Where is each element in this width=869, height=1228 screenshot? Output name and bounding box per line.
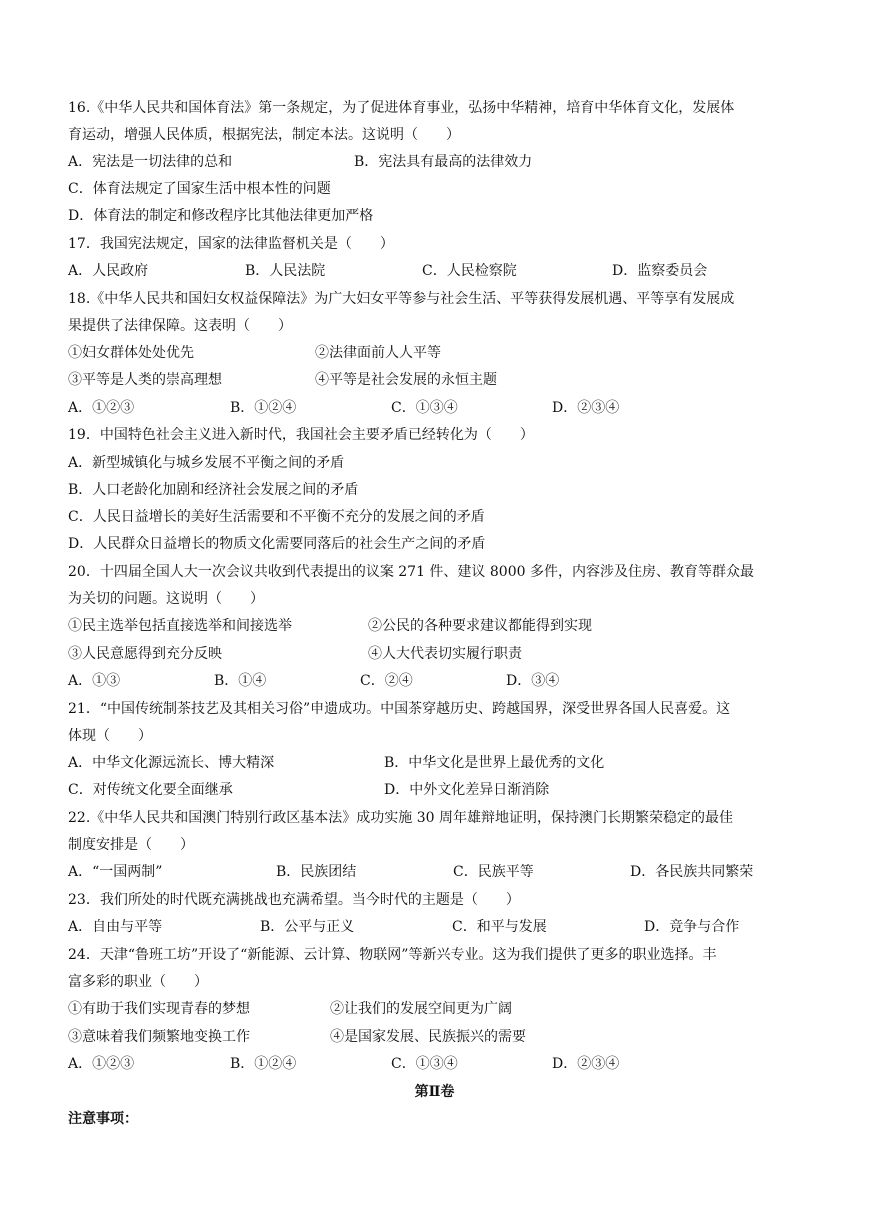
q21-option-d: D．中外文化差异日渐消除 xyxy=(384,782,550,798)
q18-item-1: ①妇女群体处处优先 xyxy=(68,345,194,361)
q16-option-b: B．宪法具有最高的法律效力 xyxy=(354,154,533,170)
q16-stem-line2: 育运动，增强人民体质，根据宪法，制定本法。这说明（ ） xyxy=(68,127,460,143)
q23-stem-line1: 23．我们所处的时代既充满挑战也充满希望。当今时代的主题是（ ） xyxy=(68,892,520,908)
q20-stem-line2: 为关切的问题。这说明（ ） xyxy=(68,591,264,607)
q19-option-a: A．新型城镇化与城乡发展不平衡之间的矛盾 xyxy=(68,455,345,471)
q18-option-c: C．①③④ xyxy=(391,400,458,416)
q21-stem-line1: 21．“中国传统制茶技艺及其相关习俗”申遗成功。中国茶穿越历史、跨越国界，深受世界各国人民喜爱。这 xyxy=(68,701,731,717)
q20-option-c: C．②④ xyxy=(360,673,413,689)
q20-option-d: D．③④ xyxy=(506,673,560,689)
q18-stem-line1: 18.《中华人民共和国妇女权益保障法》为广大妇女平等参与社会生活、平等获得发展机遇、平等享有发展成 xyxy=(68,291,735,307)
q22-option-a: A．“一国两制” xyxy=(68,864,163,880)
q23-option-a: A．自由与平等 xyxy=(68,919,163,935)
q24-option-b: B．①②④ xyxy=(230,1056,297,1072)
q24-stem-line2: 富多彩的职业（ ） xyxy=(68,974,208,990)
q20-item-3: ③人民意愿得到充分反映 xyxy=(68,646,222,662)
q19-option-b: B．人口老龄化加剧和经济社会发展之间的矛盾 xyxy=(68,482,359,498)
q16-option-d: D．体育法的制定和修改程序比其他法律更加严格 xyxy=(68,208,374,224)
q18-item-3: ③平等是人类的崇高理想 xyxy=(68,372,222,388)
q21-stem-line2: 体现（ ） xyxy=(68,728,152,744)
q23-option-d: D．竞争与合作 xyxy=(644,919,740,935)
q20-item-2: ②公民的各种要求建议都能得到实现 xyxy=(368,618,592,634)
q17-option-a: A．人民政府 xyxy=(68,263,149,279)
q18-option-d: D．②③④ xyxy=(552,400,620,416)
q19-option-d: D．人民群众日益增长的物质文化需要同落后的社会生产之间的矛盾 xyxy=(68,536,486,552)
q22-option-b: B．民族团结 xyxy=(276,864,357,880)
q24-item-2: ②让我们的发展空间更为广阔 xyxy=(330,1001,512,1017)
q18-option-b: B．①②④ xyxy=(230,400,297,416)
section-title: 第Ⅱ卷 xyxy=(414,1084,455,1100)
q24-item-4: ④是国家发展、民族振兴的需要 xyxy=(330,1029,526,1045)
notice-label: 注意事项： xyxy=(68,1111,138,1127)
q17-option-b: B．人民法院 xyxy=(245,263,326,279)
q24-item-3: ③意味着我们频繁地变换工作 xyxy=(68,1029,250,1045)
q20-option-b: B．①④ xyxy=(214,673,267,689)
q20-item-4: ④人大代表切实履行职责 xyxy=(368,646,522,662)
q19-option-c: C．人民日益增长的美好生活需要和不平衡不充分的发展之间的矛盾 xyxy=(68,509,485,525)
q18-item-2: ②法律面前人人平等 xyxy=(315,345,441,361)
q19-stem-line1: 19．中国特色社会主义进入新时代，我国社会主要矛盾已经转化为（ ） xyxy=(68,427,534,443)
q16-option-c: C．体育法规定了国家生活中根本性的问题 xyxy=(68,181,331,197)
q24-stem-line1: 24．天津“鲁班工坊”开设了“新能源、云计算、物联网”等新兴专业。这为我们提供了更多的职业选择。丰 xyxy=(68,947,717,963)
q16-option-a: A．宪法是一切法律的总和 xyxy=(68,154,233,170)
q21-option-a: A．中华文化源远流长、博大精深 xyxy=(68,755,275,771)
q18-stem-line2: 果提供了法律保障。这表明（ ） xyxy=(68,318,292,334)
q18-option-a: A．①②③ xyxy=(68,400,135,416)
q16-stem-line1: 16.《中华人民共和国体育法》第一条规定，为了促进体育事业，弘扬中华精神，培育中华体育文化，发展体 xyxy=(68,100,735,116)
q17-stem-line1: 17．我国宪法规定，国家的法律监督机关是（ ） xyxy=(68,236,394,252)
q22-stem-line1: 22.《中华人民共和国澳门特别行政区基本法》成功实施 30 周年雄辩地证明，保持澳门长期繁荣稳定的最佳 xyxy=(68,810,733,826)
q20-stem-line1: 20．十四届全国人大一次会议共收到代表提出的议案 271 件、建议 8000 多件，内容涉及住房、教育等群众最 xyxy=(68,564,754,580)
q23-option-c: C．和平与发展 xyxy=(452,919,547,935)
q24-option-c: C．①③④ xyxy=(391,1056,458,1072)
q20-item-1: ①民主选举包括直接选举和间接选举 xyxy=(68,618,292,634)
q22-option-c: C．民族平等 xyxy=(453,864,534,880)
q24-option-a: A．①②③ xyxy=(68,1056,135,1072)
q23-option-b: B．公平与正义 xyxy=(260,919,355,935)
q21-option-b: B．中华文化是世界上最优秀的文化 xyxy=(384,755,605,771)
q18-item-4: ④平等是社会发展的永恒主题 xyxy=(315,372,497,388)
q17-option-c: C．人民检察院 xyxy=(422,263,517,279)
q22-option-d: D．各民族共同繁荣 xyxy=(630,864,754,880)
q21-option-c: C．对传统文化要全面继承 xyxy=(68,782,233,798)
q17-option-d: D．监察委员会 xyxy=(612,263,708,279)
q20-option-a: A．①③ xyxy=(68,673,121,689)
q24-item-1: ①有助于我们实现青春的梦想 xyxy=(68,1001,250,1017)
q24-option-d: D．②③④ xyxy=(552,1056,620,1072)
q22-stem-line2: 制度安排是（ ） xyxy=(68,837,194,853)
